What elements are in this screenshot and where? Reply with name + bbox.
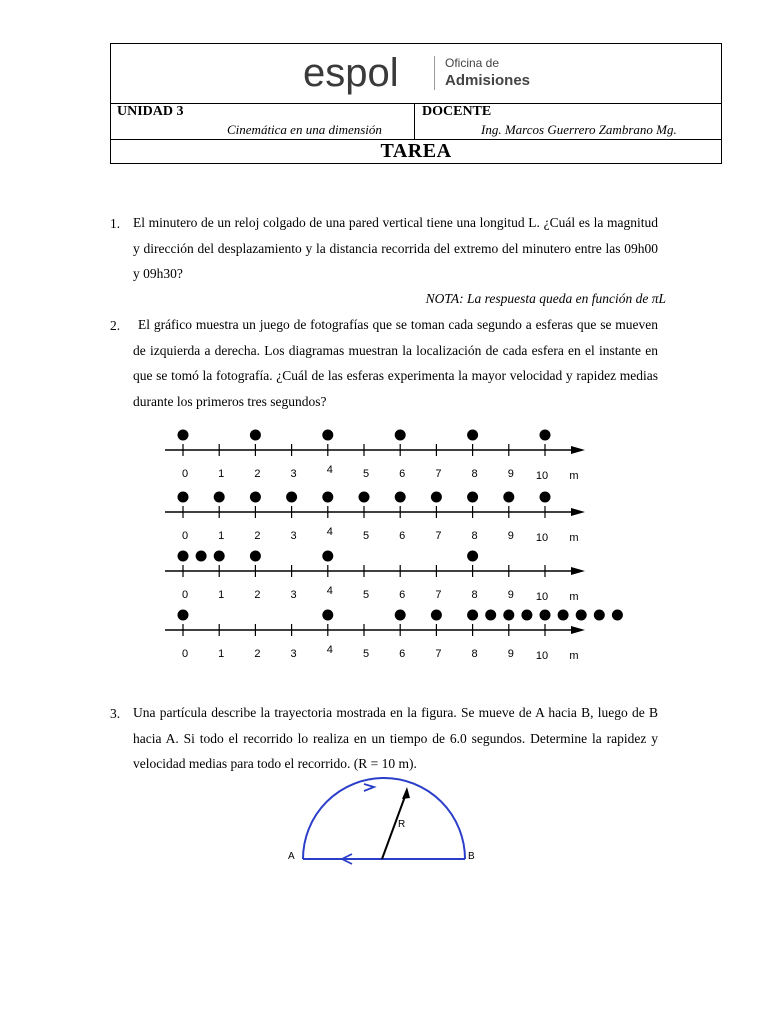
sphere-dot	[540, 610, 551, 621]
teacher-label: DOCENTE	[422, 104, 492, 119]
espol-logo-mark	[303, 52, 443, 100]
sphere-dot	[250, 492, 261, 503]
tick-label: 0	[181, 468, 189, 480]
tick-label: 4	[326, 585, 333, 597]
semicircle-trajectory-figure	[280, 775, 490, 875]
tick-label: 6	[399, 468, 406, 480]
tick-label: 7	[435, 648, 442, 660]
tick-label: 8	[471, 468, 478, 480]
unit-label: UNIDAD 3	[117, 104, 184, 119]
tick-label: 5	[362, 530, 370, 542]
unit-label: m	[569, 532, 579, 544]
tick-label: 5	[362, 468, 370, 480]
sphere-dot	[178, 610, 189, 621]
tick-label: 10	[535, 470, 549, 482]
logo-divider	[434, 56, 435, 90]
sphere-dot	[178, 430, 189, 441]
header-table	[110, 43, 722, 164]
sphere-dot	[250, 551, 261, 562]
header-divider	[111, 103, 721, 104]
sphere-dot	[322, 551, 333, 562]
tick-label: 0	[181, 648, 189, 660]
tick-label: 2	[254, 468, 261, 480]
tick-label: 1	[218, 530, 225, 542]
tick-label: 7	[435, 468, 442, 480]
tick-label: 8	[471, 589, 478, 601]
tick-label: 3	[290, 589, 297, 601]
axis-arrow-icon	[571, 508, 585, 516]
sphere-dot	[178, 492, 189, 503]
tick-label: 3	[290, 648, 297, 660]
tick-label: 10	[535, 532, 549, 544]
sphere-dot	[359, 492, 370, 503]
problem-2-text: El gráfico muestra un juego de fotografías que se toman cada segundo a esferas que se mueven de izquierda a derecha. Los diagramas muestran la localización de cada esfera en el instante en que se tomó la fotografía. ¿Cuál de las esferas experimenta la mayor velocidad y rapidez medias durante los primeros tres segundos?	[133, 317, 658, 409]
sphere-dot	[250, 430, 261, 441]
tick-label: 9	[507, 468, 514, 480]
sphere-dot	[431, 610, 442, 621]
document-type-title: TAREA	[380, 140, 452, 162]
sphere-dot	[322, 492, 333, 503]
sphere-dot	[540, 492, 551, 503]
tick-label: 10	[535, 650, 549, 662]
sphere-dot	[214, 551, 225, 562]
semicircle-arc	[303, 778, 465, 859]
tick-label: 10	[535, 591, 549, 603]
sphere-dot	[594, 610, 605, 621]
logo-wordmark: espol	[303, 52, 399, 95]
sphere-dot	[540, 430, 551, 441]
tick-label: 2	[254, 648, 261, 660]
unit-topic: Cinemática en una dimensión	[227, 122, 382, 137]
tick-label: 8	[471, 530, 478, 542]
sphere-dot	[395, 610, 406, 621]
sphere-dot	[485, 610, 496, 621]
problem-1-note: NOTA: La respuesta queda en función de πL	[425, 291, 666, 306]
problem-3-text: Una partícula describe la trayectoria mostrada en la figura. Se mueve de A hacia B, luego de B hacia A. Si todo el recorrido lo realiza en un tiempo de 6.0 segundos. Determine la rapidez y velocidad medias para todo el recorrido. (R = 10 m).	[133, 705, 658, 771]
problem-2-number: 2.	[110, 318, 121, 333]
sphere-dot	[322, 610, 333, 621]
tick-label: 1	[218, 468, 225, 480]
tick-label: 5	[362, 648, 370, 660]
tick-label: 7	[435, 589, 442, 601]
teacher-name: Ing. Marcos Guerrero Zambrano Mg.	[481, 122, 677, 137]
sphere-dot	[214, 492, 225, 503]
arc-arrow-icon	[364, 784, 374, 791]
tick-label: 2	[254, 530, 261, 542]
point-a-label: A	[288, 851, 295, 862]
sphere-dot	[178, 551, 189, 562]
sphere-dot	[576, 610, 587, 621]
sphere-dot	[503, 492, 514, 503]
tick-label: 5	[362, 589, 370, 601]
sphere-dot	[431, 492, 442, 503]
logo-office-line1: Oficina de	[445, 56, 500, 70]
sphere-dot	[467, 610, 478, 621]
sphere-dot	[467, 492, 478, 503]
sphere-dot	[395, 492, 406, 503]
problem-3-number: 3.	[110, 706, 121, 721]
axis-arrow-icon	[571, 446, 585, 454]
radius-label: R	[398, 819, 406, 830]
sphere-dot	[467, 551, 478, 562]
sphere-dot	[503, 610, 514, 621]
sphere-dot	[286, 492, 297, 503]
tick-label: 3	[290, 530, 297, 542]
number-line-diagrams	[0, 420, 768, 670]
sphere-dot	[558, 610, 569, 621]
tick-label: 4	[326, 644, 333, 656]
tick-label: 1	[218, 589, 225, 601]
tick-label: 0	[181, 530, 189, 542]
tick-label: 4	[326, 526, 333, 538]
radius-arrowhead-icon	[402, 787, 410, 799]
tick-label: 6	[399, 648, 406, 660]
tick-label: 9	[507, 530, 514, 542]
sphere-dot	[521, 610, 532, 621]
tick-label: 1	[218, 648, 225, 660]
sphere-dot	[395, 430, 406, 441]
logo-office-line2: Admisiones	[445, 72, 531, 89]
unit-label: m	[569, 470, 579, 482]
tick-label: 0	[181, 589, 189, 601]
problem-1-text: El minutero de un reloj colgado de una pared vertical tiene una longitud L. ¿Cuál es la magnitud y dirección del desplazamiento y la distancia recorrida del extremo del minutero entre las 09h00 y 09h30?	[133, 215, 658, 281]
tick-label: 7	[435, 530, 442, 542]
sphere-dot	[612, 610, 623, 621]
tick-label: 8	[471, 648, 478, 660]
axis-arrow-icon	[571, 626, 585, 634]
header-column-divider	[414, 104, 415, 139]
tick-label: 2	[254, 589, 261, 601]
sphere-dot	[322, 430, 333, 441]
tick-label: 3	[290, 468, 297, 480]
tick-label: 6	[399, 530, 406, 542]
axis-arrow-icon	[571, 567, 585, 575]
tick-label: 9	[507, 589, 514, 601]
sphere-dot	[467, 430, 478, 441]
tick-label: 6	[399, 589, 406, 601]
unit-label: m	[569, 650, 579, 662]
problem-1-number: 1.	[110, 216, 121, 231]
tick-label: 9	[507, 648, 514, 660]
tick-label: 4	[326, 464, 333, 476]
sphere-dot	[196, 551, 207, 562]
point-b-label: B	[468, 851, 475, 862]
unit-label: m	[569, 591, 579, 603]
